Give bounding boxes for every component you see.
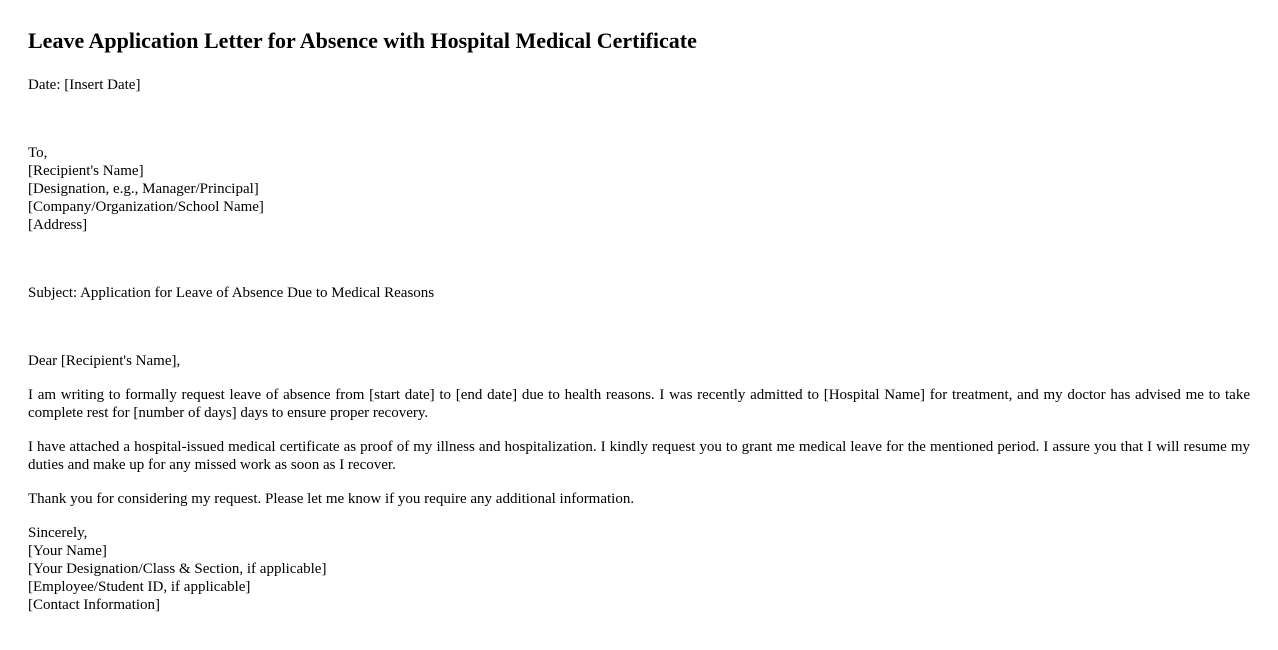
recipient-line: To, <box>28 145 48 161</box>
date-line: Date: [Insert Date] <box>28 77 141 93</box>
spacer <box>28 94 1250 144</box>
signature-id: [Employee/Student ID, if applicable] <box>28 579 251 595</box>
subject-line: Subject: Application for Leave of Absence Due to Medical Reasons <box>28 285 435 301</box>
spacer <box>28 302 1250 352</box>
body-paragraph: I have attached a hospital-issued medical certificate as proof of my illness and hospitalization. I kindly request you to grant me medical leave for the mentioned period. I assure you that I will resume my duties and make up for any missed work as soon as I recover. <box>28 439 1250 473</box>
closing-block <box>28 524 1250 614</box>
recipient-line: [Address] <box>28 217 88 233</box>
body-paragraph: Thank you for considering my request. Please let me know if you require any additional information. <box>28 491 635 507</box>
recipient-block <box>28 144 1250 234</box>
closing-line: Sincerely, <box>28 525 88 541</box>
spacer <box>28 234 1250 284</box>
body-paragraph: I am writing to formally request leave of absence from [start date] to [end date] due to health reasons. I was recently admitted to [Hospital Name] for treatment, and my doctor has advised me to take complete rest for [number of days] days to ensure proper recovery. <box>28 387 1250 421</box>
signature-name: [Your Name] <box>28 543 107 559</box>
salutation: Dear [Recipient's Name], <box>28 353 181 369</box>
recipient-line: [Recipient's Name] <box>28 163 144 179</box>
signature-designation: [Your Designation/Class & Section, if applicable] <box>28 561 327 577</box>
signature-contact: [Contact Information] <box>28 597 161 613</box>
recipient-line: [Company/Organization/School Name] <box>28 199 264 215</box>
letter-title: Leave Application Letter for Absence with Hospital Medical Certificate <box>28 28 697 53</box>
recipient-line: [Designation, e.g., Manager/Principal] <box>28 181 259 197</box>
